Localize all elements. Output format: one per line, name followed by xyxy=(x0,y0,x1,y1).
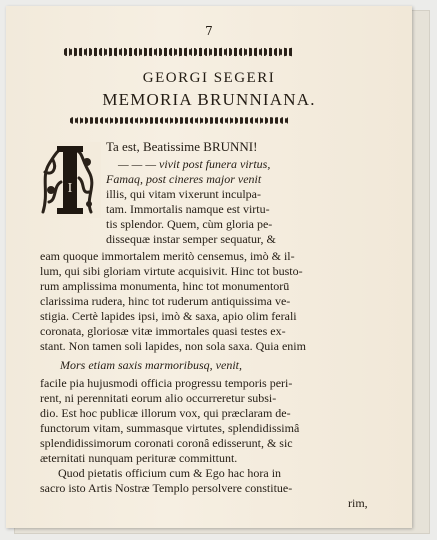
decorated-initial xyxy=(39,142,101,218)
decorated-initial-icon xyxy=(39,142,101,218)
page-number: 7 xyxy=(205,24,213,38)
text-line: functorum vitam, summasque virtutes, splendidissimâ xyxy=(40,421,300,435)
text-line: coronata, gloriosæ vitæ immortales quasi testes ex- xyxy=(40,324,286,338)
text-line: Famaq, post cineres major venit xyxy=(106,172,262,186)
book-page xyxy=(6,6,412,528)
text-line: Mors etiam saxis marmoribusq, venit, xyxy=(60,358,242,372)
text-line: rum amplissima monumenta, hinc tot monumentorū xyxy=(40,279,290,293)
text-line: rent, ni perennitati eorum alio occurreretur subsi- xyxy=(40,391,277,405)
text-line: Ta est, Beatissime BRUNNI! xyxy=(106,139,258,154)
text-line: stant. Non tamen soli lapides, non sola saxa. Quia enim xyxy=(40,339,306,353)
ornament-band-middle xyxy=(70,116,288,125)
text-line: — — — vivit post funera virtus, xyxy=(118,157,271,171)
heading-author: GEORGI SEGERI xyxy=(142,70,276,86)
text-line: lum, qui sibi gloriam virtute acquisivit. Hinc tot busto- xyxy=(40,264,303,278)
text-line: dio. Est hoc publicæ illorum vox, qui præclaram de- xyxy=(40,406,291,420)
heading-title: MEMORIA BRUNNIANA. xyxy=(102,90,316,109)
text-line: tam. Immortalis namque est virtu- xyxy=(106,202,270,216)
text-line: æternitati nunquam perituræ committunt. xyxy=(40,451,238,465)
text-line: illis, qui vitam vixerunt inculpa- xyxy=(106,187,261,201)
text-line: eam quoque immortalem meritò censemus, imò & il- xyxy=(40,249,295,263)
text-line: rim, xyxy=(348,496,368,510)
svg-text:I: I xyxy=(67,181,73,196)
text-line: splendidissimorum coronati coronâ edisserunt, & sic xyxy=(40,436,293,450)
text-line: Quod pietatis officium cum & Ego hac hora in xyxy=(58,466,282,480)
ornament-band-top xyxy=(64,46,294,58)
text-line: sacro isto Artis Nostræ Templo persolvere constitue- xyxy=(40,481,293,495)
text-line: facile pia hujusmodi officia progressu temporis peri- xyxy=(40,376,293,390)
text-line: stigia. Certè lapides ipsi, imò & saxa, apio olim ferali xyxy=(40,309,297,323)
text-line: dissequæ instar semper sequatur, & xyxy=(106,232,276,246)
text-line: tis splendor. Quem, cùm gloria pe- xyxy=(106,217,273,231)
text-line: clarissima rudera, hinc tot ruderum antiquissima ve- xyxy=(40,294,291,308)
